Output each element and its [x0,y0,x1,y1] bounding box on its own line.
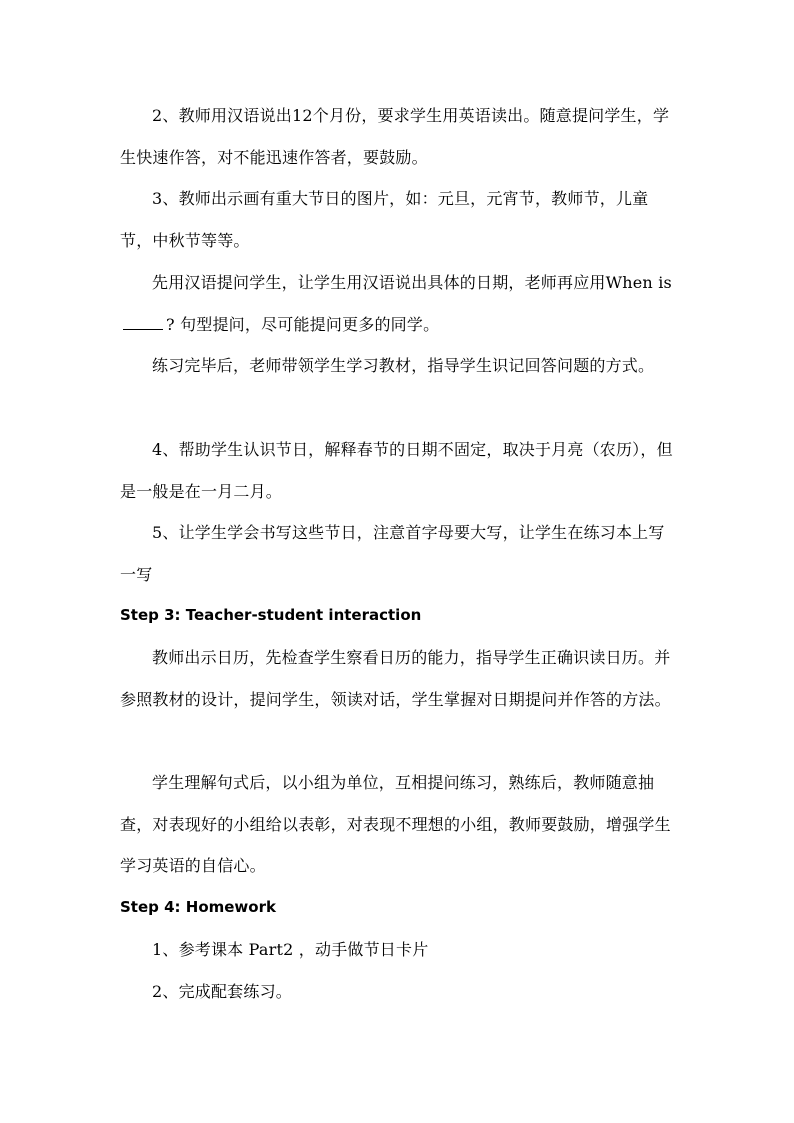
paragraph-when-is-question [120,262,680,345]
heading-step-4: Step 4: Homework [120,898,276,916]
paragraph-months-practice: 2、教师用汉语说出12个月份，要求学生用英语读出。随意提问学生，学生快速作答，对不能迅速作答者，要鼓励。 [120,106,670,167]
heading-step-3: Step 3: Teacher-student interaction [120,606,422,624]
paragraph-writing-festivals: 5、让学生学会书写这些节日，注意首字母要大写，让学生在练习本上写一写 [120,523,665,584]
paragraph-homework-card: 1、参考课本 Part2 ，动手做节日卡片 [152,940,429,959]
paragraph-textbook-study: 练习完毕后，老师带领学生学习教材，指导学生识记回答问题的方式。 [152,356,655,375]
paragraph-festival-pictures: 3、教师出示画有重大节日的图片，如：元旦，元宵节，教师节，儿童节，中秋节等等。 [120,189,649,250]
paragraph-homework-exercise: 2、完成配套练习。 [152,982,292,1001]
sentence-pattern-text: ? 句型提问，尽可能提问更多的同学。 [166,314,440,334]
answer-blank [123,315,163,330]
when-is-text: 先用汉语提问学生，让学生用汉语说出具体的日期，老师再应用When is [152,273,672,292]
paragraph-group-practice: 学生理解句式后，以小组为单位，互相提问练习，熟练后，教师随意抽查，对表现好的小组给以表彰，对表现不理想的小组，教师要鼓励，增强学生学习英语的自信心。 [120,773,671,875]
paragraph-calendar: 教师出示日历，先检查学生察看日历的能力，指导学生正确识读日历。并参照教材的设计，提问学生，领读对话，学生掌握对日期提问并作答的方法。 [120,648,671,709]
paragraph-spring-festival: 4、帮助学生认识节日，解释春节的日期不固定，取决于月亮（农历），但是一般是在一月二月。 [120,440,673,501]
